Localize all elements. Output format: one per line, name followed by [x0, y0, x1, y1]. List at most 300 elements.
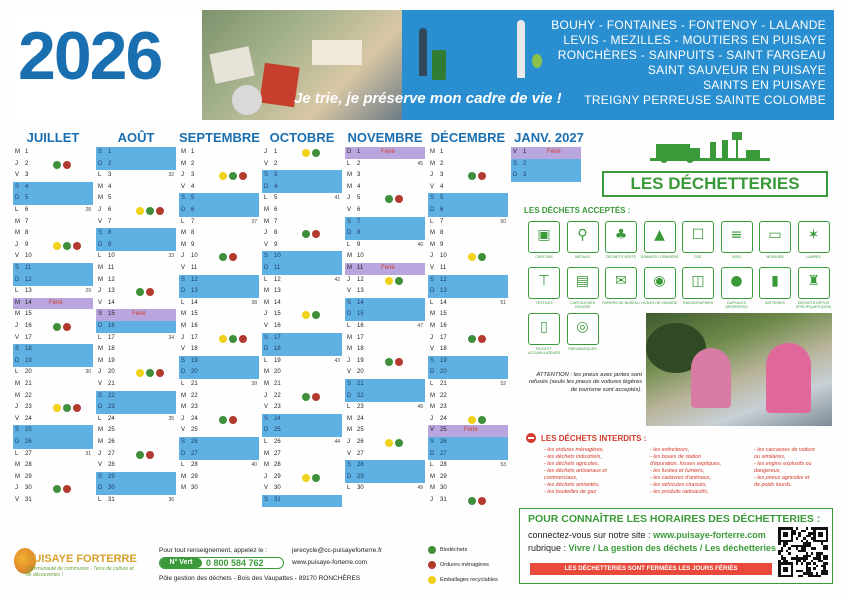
pile-icon	[528, 313, 560, 345]
weekday-letter: L	[98, 334, 102, 341]
weekday-letter: M	[264, 207, 269, 213]
forbidden-item: - les bouteilles de gaz	[544, 489, 597, 495]
day-number: 27	[274, 450, 281, 457]
day-number: 23	[191, 404, 198, 411]
calendar-day	[511, 159, 581, 171]
calendar-day	[96, 483, 176, 495]
red-dot-icon	[478, 172, 486, 180]
lamp-icon	[798, 221, 830, 253]
day-number: 14	[440, 299, 447, 306]
calendar-day	[262, 483, 342, 495]
calendar-day	[428, 228, 508, 240]
calendar-day	[345, 309, 425, 321]
green-dot-icon	[395, 439, 403, 447]
day-number: 14	[191, 299, 198, 306]
weekday-letter: M	[15, 462, 20, 469]
dechetteries-title: LES DÉCHETTERIES	[602, 171, 828, 197]
weekday-letter: V	[264, 485, 269, 492]
month-title: DÉCEMBRE	[430, 130, 506, 145]
day-number: 21	[274, 381, 281, 387]
day-number: 26	[191, 439, 198, 445]
tyre-warning: ATTENTION : les pneus avec jantes sont refusés (seuls les pneus de voitures légères de tourisme sont acceptés).	[528, 372, 642, 393]
day-number: 9	[191, 241, 195, 248]
website-link[interactable]: www.puisaye-forterre.com	[653, 530, 766, 540]
day-number: 29	[357, 473, 364, 480]
weekday-letter: D	[513, 172, 518, 179]
weekday-letter: V	[430, 265, 435, 271]
weekday-letter: D	[98, 323, 103, 329]
day-number: 9	[274, 241, 278, 248]
day-number: 18	[357, 346, 364, 353]
calendar-day	[13, 391, 93, 403]
calendar-day	[179, 228, 259, 240]
calendar-day	[13, 147, 93, 159]
calendar-day	[428, 379, 508, 391]
yellow-dot-icon	[219, 172, 227, 180]
accepted-waste-label: RADIOGRAPHIES	[683, 301, 713, 305]
weekday-letter: L	[430, 462, 434, 469]
weekday-letter: D	[430, 207, 435, 213]
calendar-day	[262, 159, 342, 171]
shirt-icon	[528, 267, 560, 299]
calendar-day	[262, 170, 342, 182]
weekday-letter: S	[98, 149, 103, 155]
day-number: 28	[357, 462, 364, 469]
red-dot-icon	[73, 404, 81, 412]
calendar-day	[262, 356, 342, 368]
weekday-letter: M	[347, 427, 352, 434]
calendar-day	[13, 321, 93, 333]
calendar-day	[96, 263, 176, 275]
day-number: 15	[108, 311, 115, 318]
day-number: 30	[191, 485, 198, 492]
wood-icon	[721, 221, 753, 253]
weekday-letter: L	[15, 369, 19, 376]
weekday-letter: V	[264, 241, 269, 248]
calendar-day	[345, 437, 425, 449]
calendar-day	[13, 379, 93, 391]
day-number: 23	[274, 404, 281, 411]
town-line: SAINT SAUVEUR EN PUISAYE	[647, 63, 826, 77]
weekday-letter: V	[430, 427, 435, 434]
day-number: 29	[274, 473, 281, 480]
weekday-letter: M	[430, 404, 435, 411]
day-number: 13	[25, 288, 32, 295]
day-number: 2	[108, 160, 112, 167]
calendar-day	[179, 344, 259, 356]
forbidden-icon	[526, 433, 536, 443]
day-number: 15	[357, 311, 364, 318]
qr-code-icon[interactable]	[778, 527, 828, 577]
day-number: 24	[274, 415, 281, 422]
accepted-waste-label: PAPIERS DE BUREAU	[602, 301, 640, 305]
calendar-day	[345, 414, 425, 426]
day-number: 26	[440, 439, 447, 445]
accepted-waste-label: D3E	[694, 255, 702, 259]
calendar-day	[262, 309, 342, 321]
calendar-day	[179, 367, 259, 379]
weekday-letter: L	[15, 450, 19, 457]
weekday-letter: M	[98, 183, 103, 190]
day-number: 25	[440, 427, 447, 434]
weekday-letter: J	[430, 497, 433, 503]
calendar-day	[13, 356, 93, 368]
calendar-day	[179, 333, 259, 345]
green-dot-icon	[219, 416, 227, 424]
calendar-day	[262, 391, 342, 403]
weekday-letter: J	[98, 369, 101, 376]
green-dot-icon	[312, 311, 320, 319]
yellow-dot-icon	[428, 576, 436, 584]
day-number: 4	[108, 183, 112, 190]
calendar-day	[96, 159, 176, 171]
day-number: 7	[357, 218, 361, 225]
weekday-letter: L	[181, 462, 185, 469]
weekday-letter: M	[15, 473, 20, 480]
green-dot-icon	[468, 172, 476, 180]
weekday-letter: M	[347, 265, 352, 271]
weekday-letter: J	[15, 241, 18, 248]
weekday-letter: S	[98, 473, 103, 480]
day-number: 28	[25, 462, 32, 469]
calendar-day	[511, 170, 581, 182]
holiday-label: Férié	[547, 149, 561, 155]
calendar-day	[428, 147, 508, 159]
red-dot-icon	[156, 369, 164, 377]
weekday-letter: V	[347, 450, 352, 457]
calendar-day	[96, 321, 176, 333]
green-dot-icon	[219, 253, 227, 261]
week-number: 31	[85, 450, 91, 457]
novert-label: N° Vert	[160, 558, 202, 568]
week-number: 48	[417, 404, 423, 411]
recycling-centre-photo	[646, 313, 832, 426]
red-dot-icon	[478, 335, 486, 343]
accepted-waste-label: MOBILIER	[766, 255, 784, 259]
day-number: 24	[440, 415, 447, 422]
red-dot-icon	[229, 253, 237, 261]
calendar-day	[13, 240, 93, 252]
day-number: 8	[440, 230, 444, 237]
icon-glyph: ◉	[653, 273, 666, 289]
weekday-letter: S	[264, 172, 269, 179]
weekday-letter: M	[98, 276, 103, 283]
weekday-letter: M	[430, 149, 435, 155]
calendar-day	[96, 193, 176, 205]
calendar-day	[13, 193, 93, 205]
day-number: 25	[357, 427, 364, 434]
day-number: 20	[25, 369, 32, 376]
day-number: 19	[25, 357, 32, 364]
calendar-day	[179, 275, 259, 287]
weekday-letter: S	[181, 195, 186, 202]
calendar-day	[13, 205, 93, 217]
address: Pôle gestion des déchets - Bois des Vaupattes - 89170 RONCHÈRES	[159, 575, 361, 582]
day-number: 29	[25, 473, 32, 480]
day-number: 5	[191, 195, 195, 202]
calendar-day	[179, 298, 259, 310]
weekday-letter: S	[264, 497, 269, 503]
day-number: 5	[357, 195, 361, 202]
weekday-letter: D	[347, 392, 352, 399]
icon-glyph: ⊤	[537, 273, 551, 289]
calendar-day	[179, 251, 259, 263]
day-number: 11	[108, 265, 115, 271]
red-dot-icon	[395, 358, 403, 366]
phone-number[interactable]: 0 800 584 762	[206, 558, 264, 568]
day-number: 18	[191, 346, 198, 353]
weekday-letter: V	[430, 346, 435, 353]
weekday-letter: D	[181, 288, 186, 295]
weekday-letter: J	[15, 485, 18, 492]
green-dot-icon	[146, 369, 154, 377]
weekday-letter: M	[347, 183, 352, 190]
day-number: 4	[191, 183, 195, 190]
week-number: 30	[85, 369, 91, 376]
day-number: 6	[440, 207, 444, 213]
weekday-letter: M	[181, 485, 186, 492]
calendar-day	[96, 402, 176, 414]
day-number: 22	[274, 392, 281, 399]
calendar-day	[345, 251, 425, 263]
day-number: 16	[25, 323, 32, 329]
day-number: 4	[440, 183, 444, 190]
forbidden-item: - les pneus agricoles et	[754, 475, 810, 481]
accepted-waste-label: BATTERIES	[765, 301, 785, 305]
weekday-letter: J	[347, 439, 350, 445]
day-number: 24	[25, 415, 32, 422]
week-number: 53	[500, 462, 506, 469]
calendar-day	[179, 425, 259, 437]
yellow-dot-icon	[302, 474, 310, 482]
day-number: 10	[25, 253, 32, 260]
icon-glyph: ✶	[807, 227, 820, 243]
weekday-letter: L	[181, 218, 185, 225]
calendar-day	[179, 240, 259, 252]
day-number: 26	[108, 439, 115, 445]
calendar-day	[13, 483, 93, 495]
green-dot-icon	[385, 195, 393, 203]
weekday-letter: D	[430, 288, 435, 295]
day-number: 28	[440, 462, 447, 469]
weekday-letter: V	[15, 497, 20, 503]
day-number: 30	[440, 485, 447, 492]
weekday-letter: D	[264, 427, 269, 434]
email-link[interactable]: jerecycle@cc-puisayeforterre.fr	[292, 547, 383, 554]
weekday-letter: J	[430, 172, 433, 179]
website-footer-link[interactable]: www.puisaye-forterre.com	[292, 559, 368, 566]
weekday-letter: L	[347, 404, 351, 411]
day-number: 18	[440, 346, 447, 353]
calendar-day	[262, 495, 342, 507]
forbidden-list-col3	[754, 447, 815, 489]
weekday-letter: S	[430, 439, 435, 445]
weekday-letter: J	[181, 334, 184, 341]
day-number: 9	[25, 241, 29, 248]
green-dot-icon	[312, 149, 320, 157]
calendar-day	[13, 425, 93, 437]
weekday-letter: J	[15, 404, 18, 411]
weekday-letter: M	[264, 369, 269, 376]
weekday-letter: L	[347, 323, 351, 329]
weekday-letter: J	[181, 415, 184, 422]
weekday-letter: J	[264, 230, 267, 237]
weekday-letter: M	[181, 230, 186, 237]
icon-glyph: ◎	[576, 319, 589, 335]
accepted-waste-label: LAMPES	[806, 255, 821, 259]
calendar-day	[262, 217, 342, 229]
forbidden-item: - les déchets artisanaux et	[544, 468, 607, 474]
weekday-letter: S	[181, 439, 186, 445]
green-dot-icon	[229, 335, 237, 343]
weekday-letter: M	[15, 392, 20, 399]
icon-glyph: ◫	[691, 273, 705, 289]
calendar-day	[262, 298, 342, 310]
day-number: 7	[191, 218, 195, 225]
day-number: 22	[191, 392, 198, 399]
calendar-day	[262, 251, 342, 263]
calendar-day	[262, 193, 342, 205]
forbidden-item: dangereux,	[754, 468, 781, 474]
weekday-letter: S	[264, 415, 269, 422]
icon-glyph: ♣	[614, 227, 628, 243]
accepted-waste-label: MÉTAUX	[575, 255, 590, 259]
day-number: 11	[25, 265, 32, 271]
week-number: 29	[85, 288, 91, 295]
calendar-day	[345, 240, 425, 252]
calendar-day	[262, 460, 342, 472]
calendar-day	[96, 460, 176, 472]
weekday-letter: M	[181, 311, 186, 318]
day-number: 23	[440, 404, 447, 411]
day-number: 27	[357, 450, 364, 457]
calendar-day	[345, 356, 425, 368]
weekday-letter: J	[181, 172, 184, 179]
accepted-waste-label: GRAVATS / GRAVIERS	[640, 255, 679, 259]
weekday-letter: M	[98, 346, 103, 353]
weekday-letter: S	[347, 462, 352, 469]
day-number: 1	[523, 149, 527, 155]
day-number: 31	[274, 497, 281, 503]
red-dot-icon	[229, 416, 237, 424]
day-number: 2	[25, 160, 29, 167]
calendar-day	[96, 228, 176, 240]
calendar-day	[345, 460, 425, 472]
calendar-day	[13, 333, 93, 345]
day-number: 31	[25, 497, 32, 503]
week-number: 43	[334, 357, 340, 364]
calendar-day	[428, 495, 508, 507]
day-number: 6	[25, 207, 29, 213]
weekday-letter: D	[15, 357, 20, 364]
red-dot-icon	[478, 497, 486, 505]
calendar-day	[13, 367, 93, 379]
calendar-day	[179, 449, 259, 461]
week-number: 47	[417, 323, 423, 329]
day-number: 5	[108, 195, 112, 202]
calendar-day	[179, 483, 259, 495]
red-dot-icon	[239, 172, 247, 180]
calendar-day	[179, 182, 259, 194]
day-number: 30	[108, 485, 115, 492]
calendar-day	[96, 391, 176, 403]
day-number: 7	[274, 218, 278, 225]
yellow-dot-icon	[468, 416, 476, 424]
forbidden-item: - les engins explosifs ou	[754, 461, 812, 467]
icon-glyph: ●	[730, 273, 743, 289]
weekday-letter: S	[181, 357, 186, 364]
day-number: 3	[440, 172, 444, 179]
calendar-day	[345, 483, 425, 495]
weekday-letter: M	[430, 311, 435, 318]
day-number: 3	[191, 172, 195, 179]
calendar-day	[179, 263, 259, 275]
day-number: 3	[357, 172, 361, 179]
week-number: 39	[251, 381, 257, 387]
week-number: 36	[168, 497, 174, 503]
weekday-letter: M	[181, 392, 186, 399]
day-number: 19	[357, 357, 364, 364]
weekday-letter: D	[98, 485, 103, 492]
calendar-day	[179, 286, 259, 298]
day-number: 11	[357, 265, 364, 271]
week-number: 46	[417, 241, 423, 248]
weekday-letter: S	[264, 334, 269, 341]
weekday-letter: L	[15, 207, 19, 213]
weekday-letter: D	[15, 195, 20, 202]
day-number: 20	[108, 369, 115, 376]
calendar-day	[428, 460, 508, 472]
weekday-letter: D	[98, 160, 103, 167]
weekday-letter: S	[98, 392, 103, 399]
calendar-day	[345, 147, 425, 159]
rubble-icon	[644, 221, 676, 253]
logo-name: PUISAYE FORTERRE	[26, 553, 137, 565]
weekday-letter: M	[15, 299, 20, 306]
weekday-letter: L	[181, 299, 185, 306]
day-number: 12	[440, 276, 447, 283]
yellow-dot-icon	[302, 311, 310, 319]
day-number: 21	[357, 381, 364, 387]
day-number: 2	[191, 160, 195, 167]
weekday-letter: D	[15, 439, 20, 445]
calendar-day	[345, 333, 425, 345]
calendar-day	[13, 472, 93, 484]
weekday-letter: V	[347, 369, 352, 376]
green-dot-icon	[63, 404, 71, 412]
day-number: 21	[25, 381, 32, 387]
green-dot-icon	[53, 485, 61, 493]
calendar-day	[262, 286, 342, 298]
day-number: 16	[357, 323, 364, 329]
day-number: 13	[274, 288, 281, 295]
yellow-dot-icon	[219, 335, 227, 343]
day-number: 24	[191, 415, 198, 422]
calendar-day	[96, 240, 176, 252]
calendar-day	[13, 217, 93, 229]
day-number: 1	[108, 149, 112, 155]
day-number: 9	[440, 241, 444, 248]
forbidden-waste-title: LES DÉCHETS INTERDITS :	[541, 434, 647, 443]
weekday-letter: L	[347, 485, 351, 492]
icon-glyph: ≡	[730, 227, 743, 243]
calendar-day	[262, 321, 342, 333]
green-dot-icon	[146, 207, 154, 215]
weekday-letter: S	[98, 230, 103, 237]
red-dot-icon	[312, 230, 320, 238]
calendar-day	[262, 414, 342, 426]
icon-glyph: ▭	[768, 227, 782, 243]
